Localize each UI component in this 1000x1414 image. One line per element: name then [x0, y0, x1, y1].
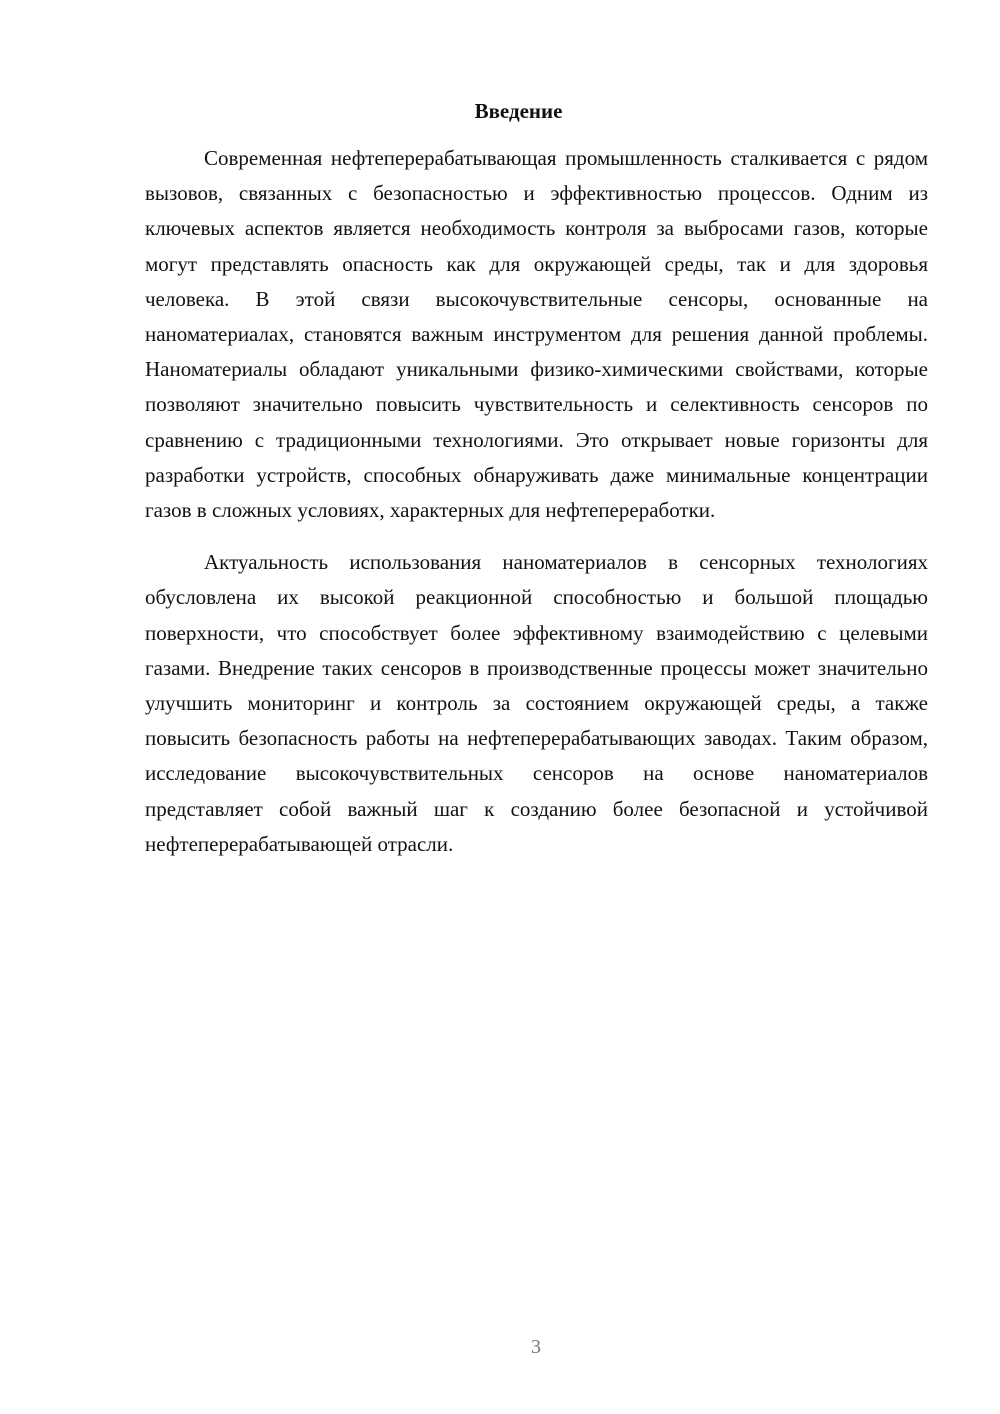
paragraph-1: Современная нефтеперерабатывающая промышленность сталкивается с рядом вызовов, связанных с безопасностью и эффективностью процессов. Одним из ключевых аспектов является необходимость контроля за выбросами газов, которые могут представлять опасность как для окружающей среды, так и для здоровья человека. В этой связи высокочувствительные сенсоры, основанные на наноматериалах, становятся важным инструментом для решения данной проблемы. Наноматериалы обладают уникальными физико-химическими свойствами, которые позволяют значительно повысить чувствительность и селективность сенсоров по сравнению с традиционными технологиями. Это открывает новые горизонты для разработки устройств, способных обнаруживать даже минимальные концентрации газов в сложных условиях, характерных для нефтепереработки. — [145, 146, 928, 523]
page-number: 3 — [531, 1336, 541, 1358]
page-content — [145, 96, 928, 862]
section-title: Введение — [474, 99, 563, 123]
paragraph-2: Актуальность использования наноматериалов в сенсорных технологиях обусловлена их высокой реакционной способностью и большой площадью поверхности, что способствует более эффективному взаимодействию с целевыми газами. Внедрение таких сенсоров в производственные процессы может значительно улучшить мониторинг и контроль за состоянием окружающей среды, а также повысить безопасность работы на нефтеперерабатывающих заводах. Таким образом, исследование высокочувствительных сенсоров на основе наноматериалов представляет собой важный шаг к созданию более безопасной и устойчивой нефтеперерабатывающей отрасли. — [145, 550, 928, 856]
